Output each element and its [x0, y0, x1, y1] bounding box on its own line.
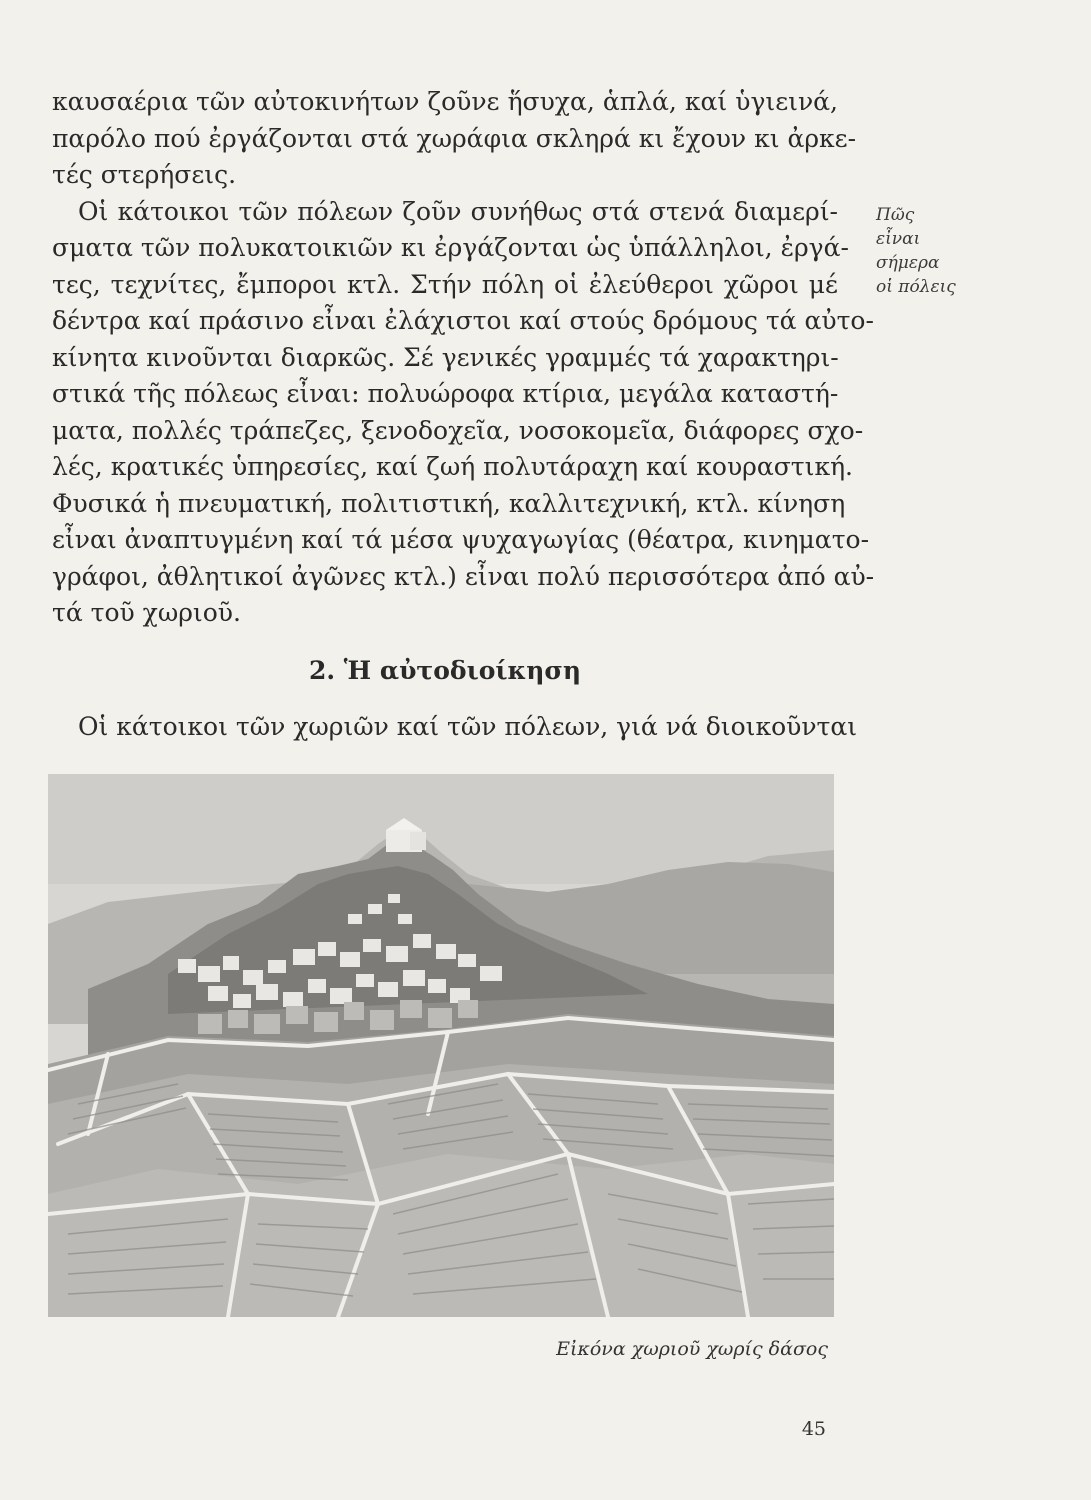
text-line: τές στερήσεις. — [52, 160, 237, 189]
page-number: 45 — [801, 1418, 826, 1440]
text-line: στικά τῆς πόλεως εἶναι: πολυώροφα κτίρια, μεγάλα καταστή- — [52, 379, 839, 408]
text-line: εἶναι ἀναπτυγμένη καί τά μέσα ψυχαγωγίας (θέατρα, κινηματο- — [52, 525, 870, 554]
text-line: δέντρα καί πράσινο εἶναι ἐλάχιστοι καί στούς δρόμους τά αὐτο- — [52, 306, 874, 335]
margin-note-line: οἱ πόλεις — [876, 277, 956, 297]
text-line: καυσαέρια τῶν αὐτοκινήτων ζοῦνε ἥσυχα, ἁπλά, καί ὑγιεινά, — [52, 87, 838, 116]
text-line: κίνητα κινοῦνται διαρκῶς. Σέ γενικές γραμμές τά χαρακτηρι- — [52, 342, 839, 372]
text-line: τά τοῦ χωριοῦ. — [52, 598, 241, 627]
text-line: Οἱ κάτοικοι τῶν πόλεων ζοῦν συνήθως στά στενά διαμερί- — [78, 196, 838, 226]
margin-note-line: Πῶς — [876, 205, 915, 225]
text-line: λές, κρατικές ὑπηρεσίες, καί ζωή πολυτάραχη καί κουραστική. — [52, 452, 853, 481]
section-heading: 2. Ἡ αὐτοδιοίκηση — [308, 656, 581, 685]
body-text — [52, 84, 875, 632]
text-line: παρόλο πού ἐργάζονται στά χωράφια σκληρά κι ἔχουν κι ἀρκε- — [52, 123, 857, 153]
margin-note-line: σήμερα — [876, 253, 940, 273]
margin-note-line: εἶναι — [876, 229, 921, 249]
text-line: Φυσικά ἡ πνευματική, πολιτιστική, καλλιτεχνική, κτλ. κίνηση — [52, 488, 846, 518]
figure-caption: Εἰκόνα χωριοῦ χωρίς δάσος — [556, 1338, 828, 1360]
text-line: ματα, πολλές τράπεζες, ξενοδοχεῖα, νοσοκομεῖα, διάφορες σχο- — [52, 415, 864, 445]
paragraph-3-start: Οἱ κάτοικοι τῶν χωριῶν καί τῶν πόλεων, γιά νά διοικοῦνται — [78, 712, 858, 741]
paragraph-1 — [52, 84, 857, 194]
paragraph-2 — [52, 194, 875, 632]
text-line: γράφοι, ἀθλητικοί ἀγῶνες κτλ.) εἶναι πολύ περισσότερα ἀπό αὐ- — [52, 561, 875, 591]
village-landscape-image — [48, 774, 834, 1317]
text-line: σματα τῶν πολυκατοικιῶν κι ἐργάζονται ὡς ὑπάλληλοι, ἐργά- — [52, 233, 849, 262]
text-line: τες, τεχνίτες, ἔμποροι κτλ. Στήν πόλη οἱ ἐλεύθεροι χῶροι μέ — [52, 269, 838, 299]
margin-note — [876, 203, 1006, 299]
village-illustration — [48, 774, 834, 1317]
